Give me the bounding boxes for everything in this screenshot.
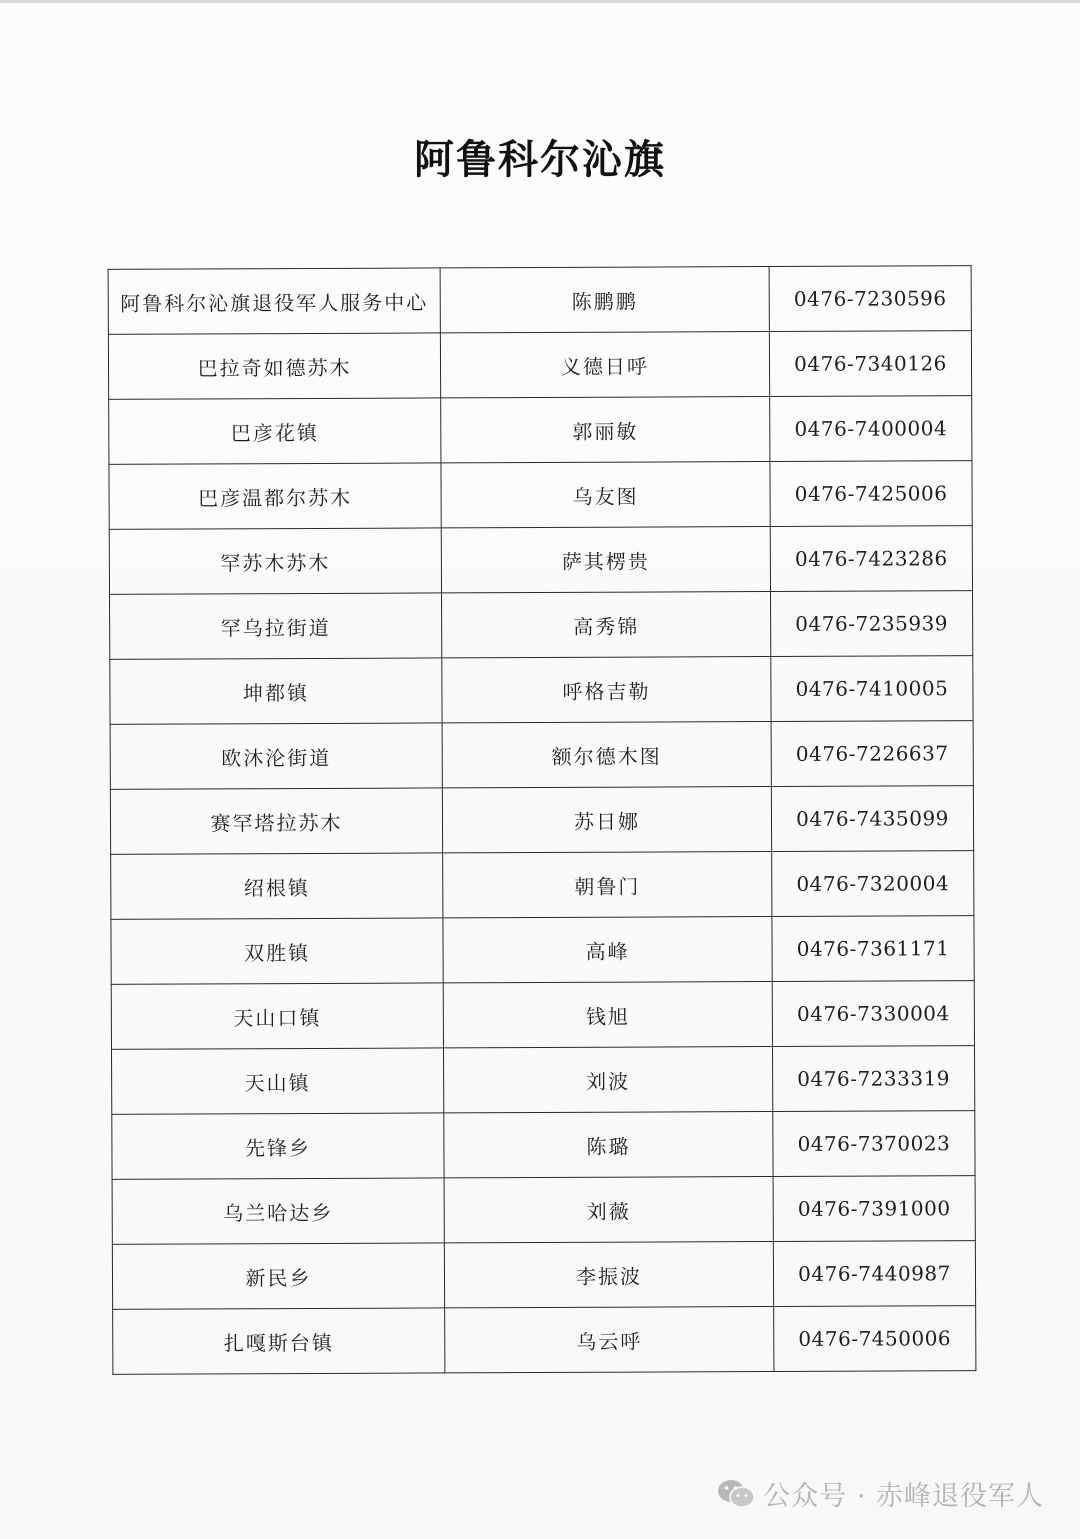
table-row bbox=[109, 396, 972, 465]
contact-name-cell: 萨其楞贵 bbox=[441, 526, 770, 592]
unit-cell: 乌兰哈达乡 bbox=[112, 1178, 444, 1244]
contact-name-cell: 高峰 bbox=[443, 916, 772, 982]
contact-name-cell: 额尔德木图 bbox=[442, 721, 771, 787]
unit-cell: 坤都镇 bbox=[110, 658, 442, 724]
contact-name-cell: 呼格吉勒 bbox=[442, 656, 771, 722]
unit-cell: 新民乡 bbox=[112, 1243, 444, 1309]
wechat-icon bbox=[717, 1478, 755, 1510]
phone-cell: 0476-7425006 bbox=[770, 461, 972, 527]
unit-cell: 阿鲁科尔沁旗退役军人服务中心 bbox=[108, 268, 440, 334]
watermark-text: 公众号 · 赤峰退役军人 bbox=[763, 1481, 1044, 1512]
contact-name-cell: 郭丽敏 bbox=[441, 396, 770, 462]
table-row bbox=[112, 1111, 975, 1180]
table-row bbox=[110, 656, 973, 725]
phone-cell: 0476-7330004 bbox=[772, 981, 974, 1047]
unit-cell: 罕乌拉街道 bbox=[110, 593, 442, 659]
phone-cell: 0476-7450006 bbox=[774, 1306, 976, 1372]
phone-cell: 0476-7400004 bbox=[770, 396, 972, 462]
table-row bbox=[111, 981, 974, 1050]
phone-cell: 0476-7235939 bbox=[771, 591, 973, 657]
table-row bbox=[108, 331, 971, 400]
unit-cell: 扎嘎斯台镇 bbox=[113, 1308, 445, 1374]
table-row bbox=[109, 526, 972, 595]
phone-cell: 0476-7423286 bbox=[770, 526, 972, 592]
unit-cell: 天山口镇 bbox=[111, 983, 443, 1049]
unit-cell: 天山镇 bbox=[112, 1048, 444, 1114]
table-row bbox=[110, 721, 973, 790]
phone-cell: 0476-7440987 bbox=[773, 1241, 975, 1307]
unit-cell: 罕苏木苏木 bbox=[109, 528, 441, 594]
page-title: 阿鲁科尔沁旗 bbox=[414, 136, 666, 183]
table-row bbox=[113, 1306, 976, 1375]
phone-cell: 0476-7370023 bbox=[773, 1111, 975, 1177]
unit-cell: 巴彦温都尔苏木 bbox=[109, 463, 441, 529]
contact-name-cell: 义德日呼 bbox=[440, 331, 769, 397]
contact-name-cell: 陈鹏鹏 bbox=[440, 266, 769, 332]
contact-table-body bbox=[108, 266, 976, 1375]
table-row bbox=[111, 851, 974, 920]
phone-cell: 0476-7410005 bbox=[771, 656, 973, 722]
contact-name-cell: 朝鲁门 bbox=[443, 851, 772, 917]
contact-table-wrapper bbox=[108, 265, 975, 1372]
phone-cell: 0476-7361171 bbox=[772, 916, 974, 982]
unit-cell: 先锋乡 bbox=[112, 1113, 444, 1179]
phone-cell: 0476-7233319 bbox=[772, 1046, 974, 1112]
unit-cell: 绍根镇 bbox=[111, 853, 443, 919]
phone-cell: 0476-7340126 bbox=[769, 331, 971, 397]
contact-name-cell: 刘薇 bbox=[444, 1176, 773, 1242]
table-row bbox=[108, 266, 971, 335]
phone-cell: 0476-7230596 bbox=[769, 266, 971, 332]
table-row bbox=[112, 1176, 975, 1245]
contact-name-cell: 李振波 bbox=[444, 1241, 773, 1307]
phone-cell: 0476-7435099 bbox=[771, 786, 973, 852]
unit-cell: 赛罕塔拉苏木 bbox=[110, 788, 442, 854]
unit-cell: 双胜镇 bbox=[111, 918, 443, 984]
table-row bbox=[111, 916, 974, 985]
table-row bbox=[112, 1241, 975, 1310]
scan-edge bbox=[0, 0, 1080, 3]
contact-name-cell: 陈璐 bbox=[444, 1111, 773, 1177]
watermark bbox=[717, 1474, 1044, 1513]
contact-name-cell: 乌友图 bbox=[441, 461, 770, 527]
contact-name-cell: 刘波 bbox=[444, 1046, 773, 1112]
table-row bbox=[109, 461, 972, 530]
unit-cell: 巴拉奇如德苏木 bbox=[108, 333, 440, 399]
phone-cell: 0476-7391000 bbox=[773, 1176, 975, 1242]
table-row bbox=[110, 591, 973, 660]
contact-name-cell: 高秀锦 bbox=[442, 591, 771, 657]
contact-name-cell: 苏日娜 bbox=[442, 786, 771, 852]
unit-cell: 欧沐沦街道 bbox=[110, 723, 442, 789]
table-row bbox=[112, 1046, 975, 1115]
contact-name-cell: 乌云呼 bbox=[445, 1306, 774, 1372]
contact-table bbox=[108, 265, 977, 1375]
unit-cell: 巴彦花镇 bbox=[109, 398, 441, 464]
table-row bbox=[110, 786, 973, 855]
phone-cell: 0476-7320004 bbox=[772, 851, 974, 917]
contact-name-cell: 钱旭 bbox=[443, 981, 772, 1047]
phone-cell: 0476-7226637 bbox=[771, 721, 973, 787]
